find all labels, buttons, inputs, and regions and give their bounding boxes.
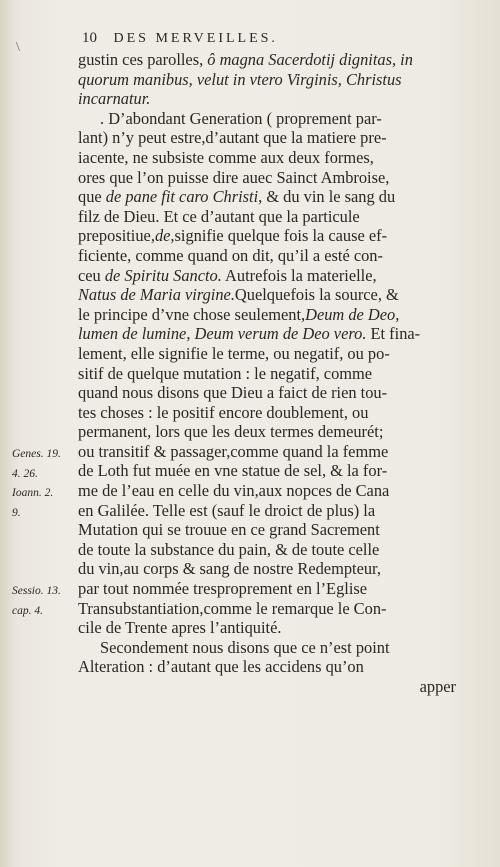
text-segment: de Spiritu Sancto.: [104, 265, 222, 285]
text-line: [78, 364, 456, 384]
text-segment: permanent, lors que les deux termes demeurét;: [78, 422, 384, 442]
text-segment: Et fina-: [366, 324, 421, 344]
text-segment: sitif de quelque mutation : le negatif, comme: [78, 363, 373, 383]
text-segment: lumen de lumine, Deum verum de Deo vero.: [78, 324, 367, 344]
text-line: [78, 305, 456, 325]
text-line: [78, 677, 456, 697]
text-line: [78, 266, 456, 286]
text-segment: ficiente, comme quand on dit, qu’il a esté con-: [78, 245, 383, 265]
text-segment: de toute la substance du pain, & de toute celle: [78, 539, 380, 559]
text-segment: Deum de Deo,: [305, 304, 400, 324]
text-segment: filz de Dieu. Et ce d’autant que la particule: [78, 206, 360, 226]
text-segment: lement, elle signifie le terme, ou negatif, ou po-: [78, 343, 390, 363]
text-segment: Mutation qui se trouue en ce grand Sacrement: [78, 520, 380, 540]
text-segment: ô magna Sacerdotij dignitas, in: [207, 50, 413, 69]
text-segment: Autrefois la materielle,: [221, 265, 377, 285]
text-line: [78, 324, 456, 344]
text-line: [78, 50, 456, 70]
text-segment: . D’abondant Generation ( proprement par-: [100, 108, 382, 128]
page-number: 10: [82, 30, 97, 46]
text-line: [78, 403, 456, 423]
text-segment: cile de Trente apres l’antiquité.: [78, 618, 282, 638]
text-segment: du vin,au corps & sang de nostre Redempteur,: [78, 559, 381, 579]
text-segment: Secondement nous disons que ce n’est point: [100, 637, 390, 657]
margin-note: Ioann. 2.: [12, 487, 54, 500]
text-segment: de Loth fut muée en vne statue de sel, & la for-: [78, 461, 388, 481]
text-line: [78, 442, 456, 462]
text-line: [78, 657, 456, 677]
text-segment: quorum manibus, velut in vtero Virginis, Christus: [78, 69, 402, 89]
text-line: [78, 226, 456, 246]
text-segment: par tout nommée tresproprement en l’Eglise: [78, 579, 368, 599]
text-segment: de pane fit caro Christi: [105, 187, 259, 207]
text-line: [78, 638, 456, 658]
margin-note: 9.: [12, 506, 21, 519]
text-line: [78, 70, 456, 90]
text-line: [78, 246, 456, 266]
text-segment: ou transitif & passager,comme quand la femme: [78, 441, 389, 461]
text-segment: gustin ces parolles,: [78, 50, 208, 69]
page-corner-mark: \: [16, 40, 20, 55]
text-segment: lant) n’y peut estre,d’autant que la matiere pre-: [78, 128, 387, 148]
margin-note: Sessio. 13.: [12, 585, 61, 598]
text-segment: , & du vin le sang du: [258, 187, 396, 207]
margin-note: cap. 4.: [12, 604, 43, 617]
margin-note: Genes. 19.: [12, 448, 61, 460]
text-line: [78, 579, 456, 599]
text-line: [78, 128, 456, 148]
text-line: [78, 207, 456, 227]
text-segment: de: [154, 226, 171, 246]
text-line: [78, 481, 456, 501]
text-segment: Natus de Maria virgine.: [78, 285, 235, 305]
text-segment: me de l’eau en celle du vin,aux nopces de Cana: [78, 481, 390, 501]
text-segment: Transubstantiation,comme le remarque le Con-: [78, 598, 387, 618]
text-segment: ores que l’on puisse dire auec Sainct Ambroise,: [78, 167, 390, 187]
text-line: [78, 168, 456, 188]
text-segment: incarnatur.: [78, 89, 151, 109]
text-segment: ,signifie quelque fois la cause ef-: [170, 226, 388, 246]
text-segment: en Galilée. Telle est (sauf le droict de plus) la: [78, 500, 376, 520]
text-line: [78, 187, 456, 207]
text-line: [78, 109, 456, 129]
text-line: [78, 89, 456, 109]
text-line: [78, 618, 456, 638]
text-line: [78, 520, 456, 540]
text-segment: prepositiue,: [78, 226, 155, 246]
text-segment: que: [78, 187, 106, 207]
text-segment: tes choses : le positif encore doublement, ou: [78, 402, 369, 422]
text-segment: ceu: [78, 265, 105, 285]
running-title: DES MERVEILLES.: [113, 31, 278, 46]
text-segment: quand nous disons que Dieu a faict de rien tou-: [78, 383, 388, 403]
text-segment: apper: [419, 677, 456, 696]
text-line: [78, 148, 456, 168]
text-segment: le principe d’vne chose seulement,: [78, 304, 306, 324]
text-line: [78, 285, 456, 305]
running-header: [82, 30, 422, 47]
margin-note: 4. 26.: [12, 467, 38, 480]
text-line: [78, 383, 456, 403]
text-line: [78, 422, 456, 442]
text-segment: iacente, ne subsiste comme aux deux formes,: [78, 147, 374, 167]
text-line: [78, 599, 456, 619]
text-line: [78, 501, 456, 521]
body-text: [78, 50, 456, 697]
text-line: [78, 540, 456, 560]
text-segment: Alteration : d’autant que les accidens qu’on: [78, 657, 364, 677]
text-line: [78, 344, 456, 364]
text-line: [78, 559, 456, 579]
text-segment: Quelquefois la source, &: [234, 285, 399, 305]
text-line: [78, 461, 456, 481]
